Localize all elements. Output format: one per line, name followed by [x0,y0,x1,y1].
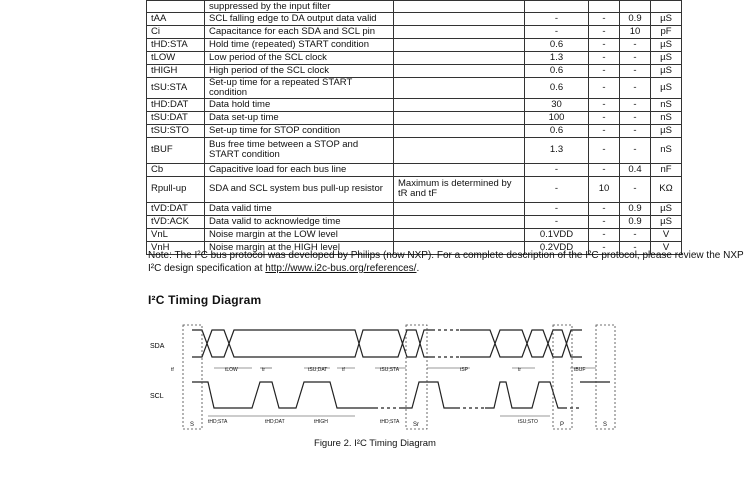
spec-cell-max: - [620,111,651,124]
spec-cell-desc: Low period of the SCL clock [205,52,394,65]
tbuf-label: tBUF [574,367,586,373]
spec-cell-cond [394,13,525,26]
spec-cell-cond [394,163,525,176]
spec-cell-sym: tBUF [147,137,205,163]
tf2-label: tf [342,367,345,373]
spec-row [147,163,682,176]
spec-cell-min: - [525,202,589,215]
spec-cell-unit [651,1,682,13]
spec-cell-desc: Data hold time [205,98,394,111]
i2c-timing-spec-table [146,0,682,255]
spec-cell-max: - [620,52,651,65]
spec-cell-min: - [525,26,589,39]
spec-row [147,176,682,202]
spec-cell-min: 0.6 [525,65,589,78]
spec-row [147,98,682,111]
spec-cell-min [525,1,589,13]
spec-cell-max: - [620,176,651,202]
spec-cell-cond [394,39,525,52]
thigh-label: tHIGH [314,419,328,425]
spec-row [147,215,682,228]
spec-row [147,26,682,39]
spec-cell-typ: - [589,65,620,78]
i2c-references-link[interactable]: http://www.i2c-bus.org/references/ [265,263,417,274]
spec-cell-typ: - [589,241,620,254]
spec-cell-sym: tAA [147,13,205,26]
scl-waveform [192,382,610,408]
spec-cell-unit: µS [651,65,682,78]
spec-cell-min: 30 [525,98,589,111]
sda-label: SDA [150,343,165,350]
spec-cell-sym: VnL [147,228,205,241]
spec-cell-typ [589,1,620,13]
spec-cell-typ: - [589,215,620,228]
note-text: Note: The I²C bus protocol was developed by Philips (now NXP). For a complete description of the I²C protocol, please review the NXP I²C design specification at [148,250,744,274]
spec-cell-typ: - [589,98,620,111]
tsp-label: tSP [460,367,469,373]
spec-cell-max: - [620,78,651,99]
spec-row [147,52,682,65]
spec-cell-unit: nS [651,98,682,111]
tsu-sta-label: tSU;STA [380,367,400,373]
spec-cell-unit: V [651,228,682,241]
spec-cell-min: - [525,163,589,176]
spec-cell-sym: Rpull-up [147,176,205,202]
spec-cell-cond [394,124,525,137]
spec-cell-min: - [525,176,589,202]
spec-row [147,111,682,124]
spec-cell-typ: - [589,228,620,241]
spec-cell-max: - [620,241,651,254]
spec-cell-max [620,1,651,13]
spec-cell-cond [394,78,525,99]
spec-cell-sym: tSU:STO [147,124,205,137]
spec-cell-max: 0.9 [620,202,651,215]
spec-cell-typ: - [589,13,620,26]
spec-row [147,1,682,13]
spec-cell-desc: Data valid to acknowledge time [205,215,394,228]
thd-sta2-label: tHD;STA [380,419,400,425]
spec-cell-cond [394,228,525,241]
spec-cell-typ: - [589,39,620,52]
spec-cell-desc: Set-up time for a repeated START condition [205,78,394,99]
spec-row [147,13,682,26]
spec-cell-desc: Set-up time for STOP condition [205,124,394,137]
spec-cell-desc: High period of the SCL clock [205,65,394,78]
condition-markers [183,325,615,429]
spec-cell-max: - [620,39,651,52]
spec-cell-desc: Data valid time [205,202,394,215]
spec-cell-min: 0.6 [525,124,589,137]
spec-cell-max: - [620,137,651,163]
tlow-label: tLOW [225,367,238,373]
spec-cell-min: 0.6 [525,78,589,99]
spec-cell-typ: - [589,52,620,65]
spec-cell-min: 0.6 [525,39,589,52]
spec-row [147,202,682,215]
spec-cell-max: 0.4 [620,163,651,176]
spec-cell-typ: - [589,26,620,39]
spec-row [147,228,682,241]
tsu-sto-label: tSU;STO [518,419,538,425]
spec-cell-sym: Cb [147,163,205,176]
spec-cell-max: 0.9 [620,215,651,228]
spec-cell-cond [394,26,525,39]
spec-cell-desc: Noise margin at the HIGH level [205,241,394,254]
spec-cell-unit: µS [651,13,682,26]
spec-cell-max: - [620,228,651,241]
spec-cell-min: - [525,215,589,228]
spec-cell-sym: tHIGH [147,65,205,78]
timing-arrows [208,368,596,416]
spec-cell-cond [394,1,525,13]
spec-cell-cond [394,215,525,228]
start-condition-label: S [189,422,195,428]
spec-cell-unit: µS [651,202,682,215]
spec-cell-unit: µS [651,52,682,65]
spec-cell-typ: - [589,202,620,215]
spec-cell-desc: SDA and SCL system bus pull-up resistor [205,176,394,202]
spec-cell-max: - [620,98,651,111]
spec-cell-desc: Hold time (repeated) START condition [205,39,394,52]
spec-cell-sym: VnH [147,241,205,254]
thd-dat-label: tHD;DAT [265,419,285,425]
spec-cell-desc: Noise margin at the LOW level [205,228,394,241]
spec-cell-max: - [620,65,651,78]
spec-cell-typ: - [589,124,620,137]
spec-cell-desc: suppressed by the input filter [205,1,394,13]
tr2-label: tr [518,367,522,373]
spec-cell-min: 1.3 [525,52,589,65]
spec-cell-typ: - [589,137,620,163]
spec-cell-sym: tSU:DAT [147,111,205,124]
spec-row [147,39,682,52]
tr1-label: tr [262,367,266,373]
spec-cell-min: 100 [525,111,589,124]
note-tail: . [416,263,420,274]
scl-label: SCL [150,393,164,400]
spec-cell-min: 1.3 [525,137,589,163]
thd-sta1-label: tHD;STA [208,419,228,425]
spec-cell-cond [394,202,525,215]
tsu-dat-label: tSU;DAT [308,367,328,373]
repeated-start-label: Sr [413,422,419,428]
sda-waveform [192,330,582,357]
spec-row [147,78,682,99]
spec-cell-sym: tVD:ACK [147,215,205,228]
spec-cell-unit: KΩ [651,176,682,202]
i2c-timing-diagram [150,320,630,432]
spec-cell-unit: nS [651,111,682,124]
spec-cell-sym [147,1,205,13]
figure-caption: Figure 2. I²C Timing Diagram [314,438,436,449]
tf1-label: tf [171,367,174,373]
spec-cell-unit: nF [651,163,682,176]
spec-cell-unit: µS [651,39,682,52]
spec-cell-max: 0.9 [620,13,651,26]
spec-cell-desc: Bus free time between a STOP and START condition [205,137,394,163]
spec-cell-sym: Ci [147,26,205,39]
spec-cell-typ: - [589,163,620,176]
spec-cell-unit: pF [651,26,682,39]
spec-cell-typ: - [589,111,620,124]
spec-cell-cond [394,137,525,163]
spec-cell-sym: tLOW [147,52,205,65]
spec-cell-desc: Capacitance for each SDA and SCL pin [205,26,394,39]
spec-table-body [147,1,682,255]
spec-cell-unit: V [651,241,682,254]
spec-cell-min: 0.2VDD [525,241,589,254]
spec-cell-cond [394,65,525,78]
spec-cell-cond: Maximum is determined by tR and tF [394,176,525,202]
protocol-note [148,249,748,275]
spec-cell-min: 0.1VDD [525,228,589,241]
spec-cell-typ: - [589,78,620,99]
spec-cell-min: - [525,13,589,26]
spec-row [147,137,682,163]
spec-cell-sym: tHD:STA [147,39,205,52]
spec-row [147,65,682,78]
start-condition-2-label: S [602,422,608,428]
spec-cell-desc: SCL falling edge to DA output data valid [205,13,394,26]
spec-cell-max: 10 [620,26,651,39]
spec-cell-cond [394,98,525,111]
spec-cell-max: - [620,124,651,137]
spec-cell-sym: tSU:STA [147,78,205,99]
spec-cell-cond [394,111,525,124]
spec-cell-sym: tHD:DAT [147,98,205,111]
spec-cell-unit: µS [651,78,682,99]
stop-condition-label: P [559,422,565,428]
spec-cell-unit: µS [651,215,682,228]
spec-cell-cond [394,52,525,65]
spec-row [147,124,682,137]
spec-cell-unit: nS [651,137,682,163]
spec-cell-desc: Capacitive load for each bus line [205,163,394,176]
spec-cell-desc: Data set-up time [205,111,394,124]
spec-cell-sym: tVD:DAT [147,202,205,215]
diagram-title: I²C Timing Diagram [148,293,262,307]
spec-cell-typ: 10 [589,176,620,202]
spec-cell-unit: µS [651,124,682,137]
